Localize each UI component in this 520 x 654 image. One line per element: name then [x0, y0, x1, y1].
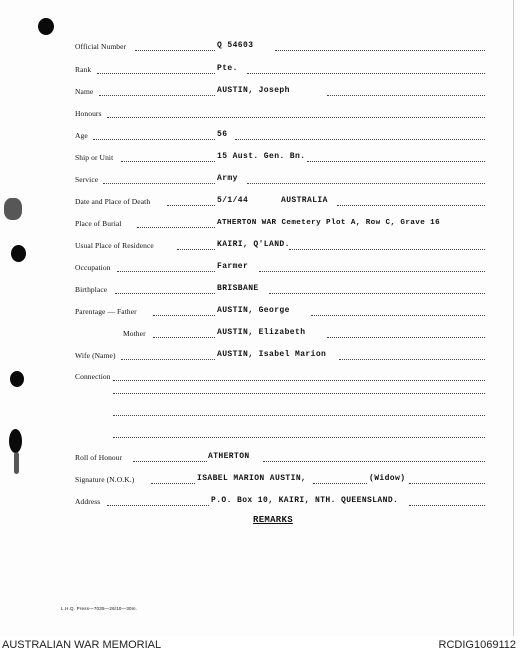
- remarks-heading: REMARKS: [253, 515, 293, 525]
- value-ship-unit: 15 Aust. Gen. Bn.: [217, 152, 306, 161]
- field-roll-of-honour: [75, 450, 485, 464]
- value-date-death: 5/1/44: [217, 196, 249, 205]
- value-rank: Pte.: [217, 64, 238, 73]
- dotted-line: [167, 205, 215, 206]
- binder-hole: [11, 245, 26, 262]
- label-wife: Wife (Name): [75, 351, 116, 360]
- page-edge: [513, 0, 514, 636]
- binder-hole: [9, 429, 22, 453]
- field-wife: [75, 348, 485, 362]
- value-occupation: Farmer: [217, 262, 249, 271]
- label-service: Service: [75, 175, 99, 184]
- label-ship-unit: Ship or Unit: [75, 153, 114, 162]
- dotted-line: [247, 183, 485, 184]
- dotted-line: [121, 359, 215, 360]
- field-name: [75, 84, 485, 98]
- dotted-line: [137, 227, 215, 228]
- dotted-line: [263, 461, 485, 462]
- dotted-line: [135, 50, 215, 51]
- value-official-number: Q 54603: [217, 41, 254, 50]
- dotted-line: [235, 139, 485, 140]
- dotted-line: [133, 461, 207, 462]
- field-mother: [75, 326, 485, 340]
- label-age: Age: [75, 131, 88, 140]
- field-place-of-burial: [75, 216, 485, 230]
- field-connection: [75, 369, 485, 383]
- field-birthplace: [75, 282, 485, 296]
- dotted-line: [153, 315, 215, 316]
- field-father: [75, 304, 485, 318]
- dotted-line: [275, 50, 485, 51]
- field-service: [75, 172, 485, 186]
- label-mother: Mother: [123, 329, 146, 338]
- dotted-line: [311, 315, 485, 316]
- value-place-of-burial: ATHERTON WAR Cemetery Plot A, Row C, Grave 16: [217, 219, 441, 227]
- dotted-line: [289, 249, 485, 250]
- value-signature-note: (Widow): [369, 474, 406, 483]
- label-connection: Connection: [75, 372, 111, 381]
- value-usual-residence: KAIRI, Q'LAND.: [217, 240, 290, 249]
- dotted-line: [307, 161, 485, 162]
- field-signature: [75, 472, 485, 486]
- dotted-line: [337, 205, 485, 206]
- dotted-line: [107, 117, 485, 118]
- field-usual-residence: [75, 238, 485, 252]
- label-signature: Signature (N.O.K.): [75, 475, 135, 484]
- binder-hole: [10, 371, 24, 387]
- dotted-line: [103, 183, 215, 184]
- dotted-line: [151, 483, 195, 484]
- label-father: Parentage — Father: [75, 307, 137, 316]
- field-ship-unit: [75, 150, 485, 164]
- value-father: AUSTIN, George: [217, 306, 290, 315]
- value-address: P.O. Box 10, KAIRI, NTH. QUEENSLAND.: [211, 496, 399, 505]
- label-official-number: Official Number: [75, 42, 127, 51]
- dotted-line: [107, 505, 209, 506]
- value-place-death: AUSTRALIA: [281, 196, 328, 205]
- dotted-line: [115, 293, 215, 294]
- binder-hole: [38, 18, 54, 35]
- dotted-line: [409, 505, 485, 506]
- label-birthplace: Birthplace: [75, 285, 108, 294]
- label-date-place-death: Date and Place of Death: [75, 197, 151, 206]
- connection-line: [113, 393, 485, 394]
- label-place-of-burial: Place of Burial: [75, 219, 122, 228]
- field-rank: [75, 62, 485, 76]
- dotted-line: [327, 337, 485, 338]
- field-age: [75, 128, 485, 142]
- value-mother: AUSTIN, Elizabeth: [217, 328, 306, 337]
- archive-record-id: RCDIG1069112: [438, 639, 516, 651]
- value-age: 56: [217, 130, 228, 139]
- value-signature: ISABEL MARION AUSTIN,: [197, 474, 307, 483]
- label-honours: Honours: [75, 109, 102, 118]
- dotted-line: [247, 73, 485, 74]
- dotted-line: [121, 161, 215, 162]
- connection-line: [113, 415, 485, 416]
- field-official-number: [75, 39, 485, 53]
- dotted-line: [409, 483, 485, 484]
- label-name: Name: [75, 87, 94, 96]
- archive-footer: [0, 636, 520, 654]
- label-usual-residence: Usual Place of Residence: [75, 241, 154, 250]
- printer-imprint: L.H.Q. Press—7035—26/10—30m.: [61, 606, 138, 611]
- stain-mark: [14, 452, 19, 474]
- connection-line: [113, 437, 485, 438]
- field-address: [75, 494, 485, 508]
- value-name: AUSTIN, Joseph: [217, 86, 290, 95]
- stain-mark: [4, 198, 22, 220]
- value-roll-of-honour: ATHERTON: [208, 452, 250, 461]
- dotted-line: [339, 359, 485, 360]
- label-occupation: Occupation: [75, 263, 111, 272]
- archive-name: AUSTRALIAN WAR MEMORIAL: [2, 639, 162, 651]
- dotted-line: [269, 293, 485, 294]
- dotted-line: [117, 271, 215, 272]
- value-wife: AUSTIN, Isabel Marion: [217, 350, 327, 359]
- dotted-line: [327, 95, 485, 96]
- dotted-line: [313, 483, 367, 484]
- dotted-line: [99, 95, 215, 96]
- dotted-line: [93, 139, 215, 140]
- label-rank: Rank: [75, 65, 92, 74]
- dotted-line: [153, 337, 215, 338]
- label-roll-of-honour: Roll of Honour: [75, 453, 123, 462]
- field-date-place-death: [75, 194, 485, 208]
- value-service: Army: [217, 174, 238, 183]
- dotted-line: [177, 249, 215, 250]
- label-address: Address: [75, 497, 101, 506]
- value-birthplace: BRISBANE: [217, 284, 259, 293]
- field-occupation: [75, 260, 485, 274]
- dotted-line: [113, 380, 485, 381]
- dotted-line: [97, 73, 215, 74]
- field-honours: [75, 106, 485, 120]
- dotted-line: [259, 271, 485, 272]
